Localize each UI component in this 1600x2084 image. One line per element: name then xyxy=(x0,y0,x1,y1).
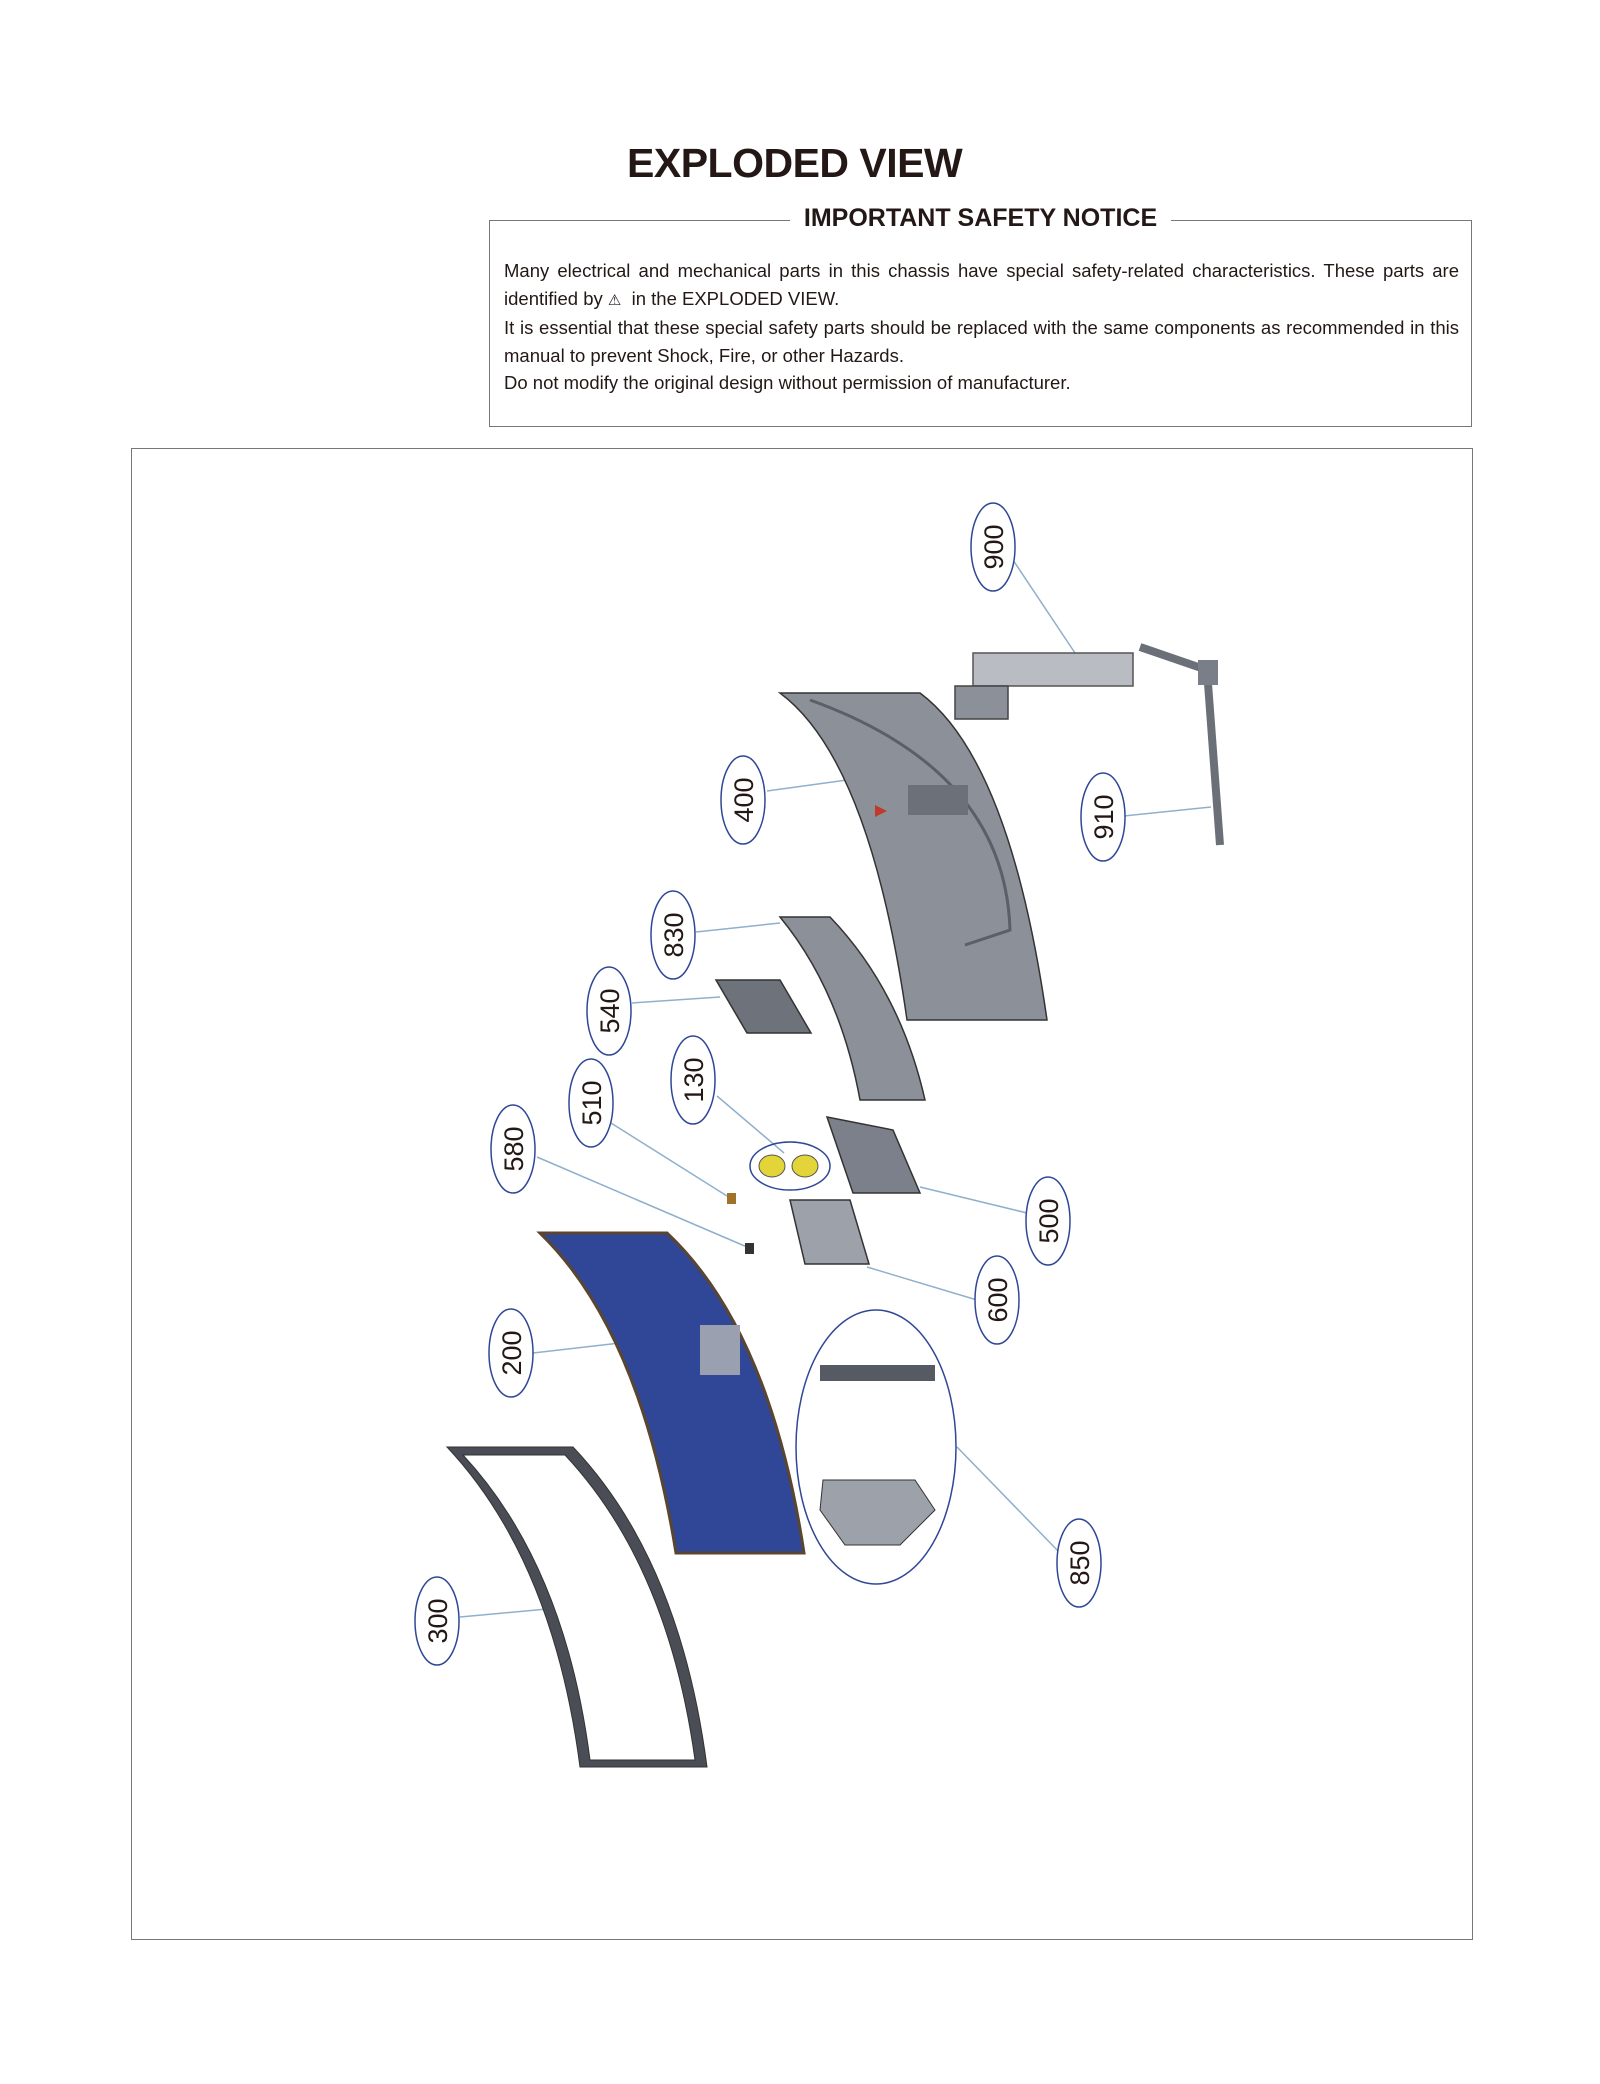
notice-heading: IMPORTANT SAFETY NOTICE xyxy=(790,204,1171,232)
svg-text:830: 830 xyxy=(659,912,689,958)
svg-text:200: 200 xyxy=(497,1330,527,1376)
power-board-part xyxy=(716,980,811,1033)
shield-part xyxy=(790,1200,869,1264)
small-part-580 xyxy=(745,1243,754,1254)
notice-line-1: Many electrical and mechanical parts in this chassis have special safety-related characteristics. These parts are identified by xyxy=(504,260,1459,309)
warning-triangle-icon: ⚠ xyxy=(607,291,622,309)
svg-text:510: 510 xyxy=(577,1080,607,1126)
svg-text:910: 910 xyxy=(1089,794,1119,840)
svg-text:540: 540 xyxy=(595,988,625,1034)
callout-300 xyxy=(415,1577,459,1665)
callout-830 xyxy=(651,891,695,979)
callout-500 xyxy=(1026,1177,1070,1265)
bracket-group-part xyxy=(796,1310,956,1584)
svg-text:580: 580 xyxy=(499,1126,529,1172)
svg-text:400: 400 xyxy=(729,777,759,823)
svg-text:850: 850 xyxy=(1065,1540,1095,1586)
callout-580 xyxy=(491,1105,535,1193)
speaker-part xyxy=(750,1142,830,1190)
panel-tcon xyxy=(700,1325,740,1375)
callout-900 xyxy=(971,503,1015,591)
page-title: EXPLODED VIEW xyxy=(627,140,963,186)
svg-text:900: 900 xyxy=(979,524,1009,570)
svg-text:600: 600 xyxy=(983,1277,1013,1323)
small-part-510 xyxy=(727,1193,736,1204)
stand-leg-part xyxy=(1140,647,1220,845)
svg-text:130: 130 xyxy=(679,1057,709,1103)
callout-910 xyxy=(1081,773,1125,861)
notice-line-3: Do not modify the original design without permission of manufacturer. xyxy=(504,372,1071,393)
back-cover-vesa xyxy=(908,785,968,815)
callout-510 xyxy=(569,1059,613,1147)
callout-540 xyxy=(587,967,631,1055)
callout-850 xyxy=(1057,1519,1101,1607)
notice-line-1b: in the EXPLODED VIEW. xyxy=(631,287,840,309)
stand-arm-part xyxy=(955,653,1133,719)
callout-130 xyxy=(671,1036,715,1124)
main-board-part xyxy=(827,1117,920,1193)
callout-200 xyxy=(489,1309,533,1397)
lcd-panel-part xyxy=(540,1233,804,1553)
notice-line-2: It is essential that these special safety parts should be replaced with the same components as recommended in this manual to prevent Shock, Fire, or other Hazards. xyxy=(504,317,1459,366)
callout-600 xyxy=(975,1256,1019,1344)
svg-text:500: 500 xyxy=(1034,1198,1064,1244)
callout-400 xyxy=(721,756,765,844)
svg-text:300: 300 xyxy=(423,1598,453,1644)
